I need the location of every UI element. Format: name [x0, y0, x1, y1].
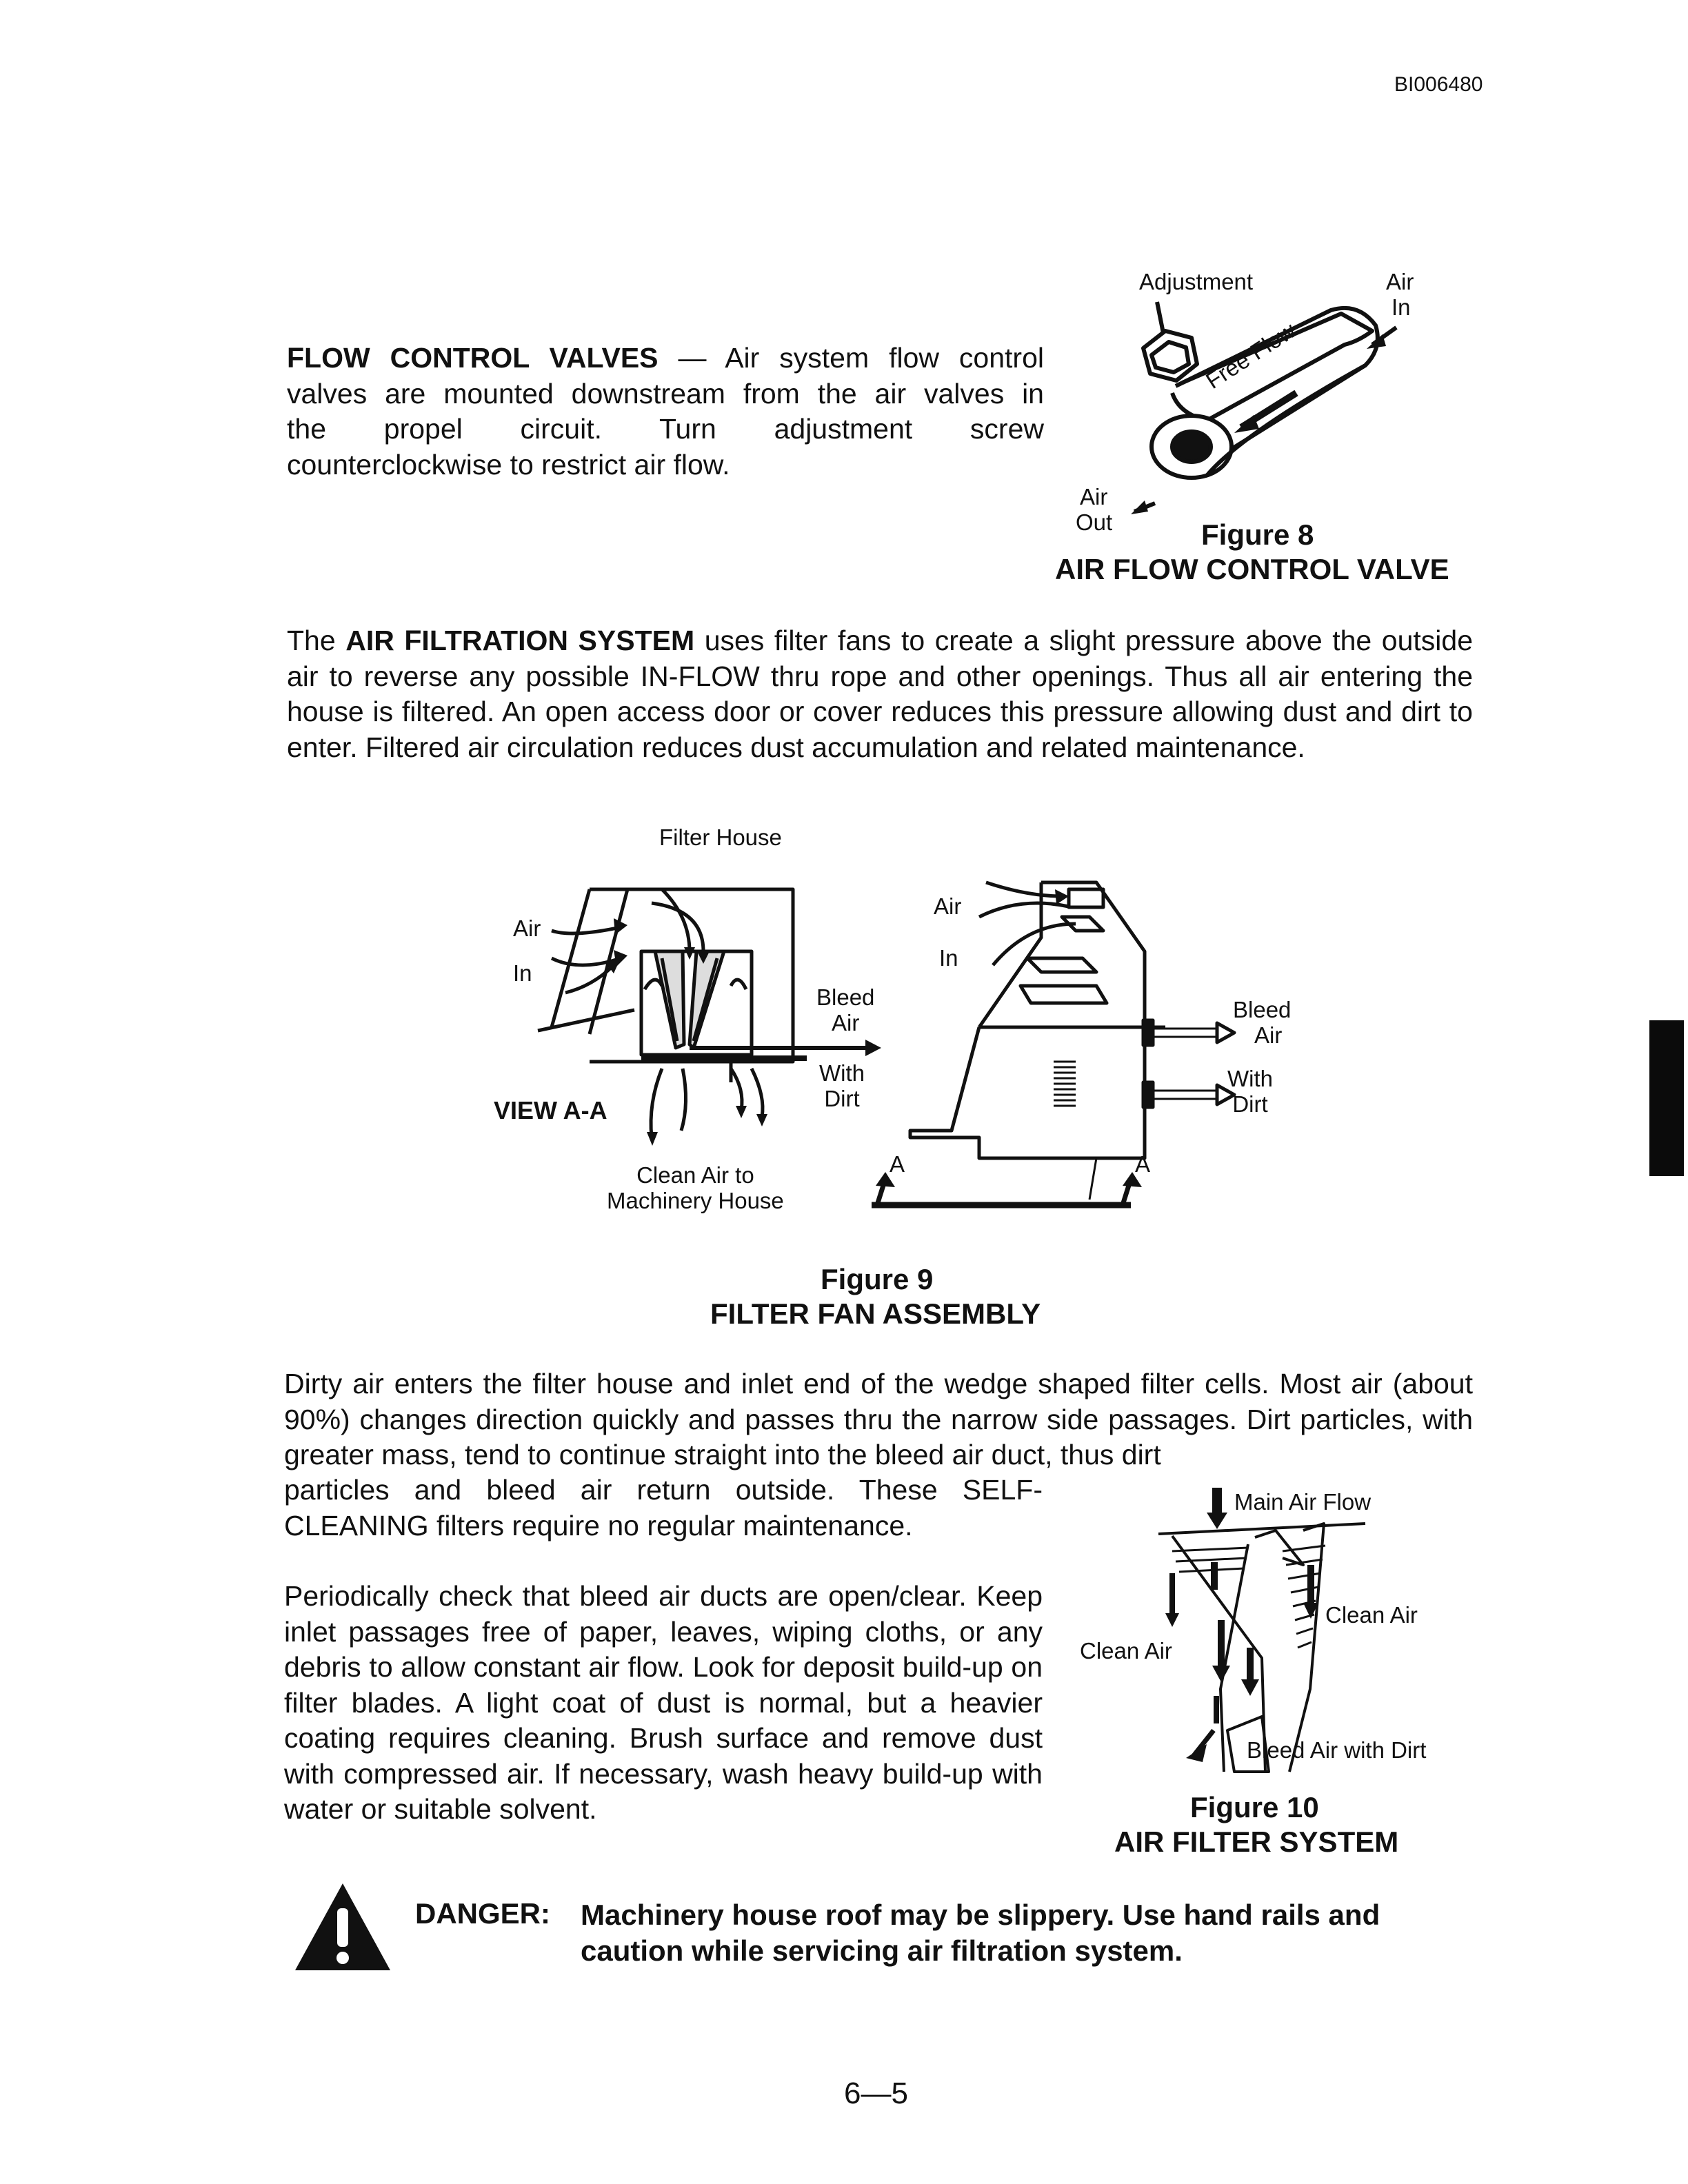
figure-8-title: AIR FLOW CONTROL VALVE	[1055, 553, 1449, 585]
flow-control-title: FLOW CONTROL VALVES	[287, 342, 659, 374]
fig9-section-a-right-label: A	[1135, 1151, 1151, 1177]
fig8-air-out-label: Air Out	[1076, 484, 1113, 535]
figure-8-number: Figure 8	[1201, 518, 1314, 551]
dirty-air-paragraph-wide: Dirty air enters the filter house and inlet end of the wedge shaped filter cells. Most air (about 90%) changes direction quickly and passes thru the narrow side passages. Dirt particles, with greater mass, tend to continue straight into the bleed air duct, thus dirt	[284, 1368, 1473, 1470]
air-filtration-paragraph: The AIR FILTRATION SYSTEM uses filter fans to create a slight pressure above the outside air to reverse any possible IN-FLOW thru rope and other openings. Thus all air entering the house is filtered. An open access door or cover reduces this pressure allowing dust and dirt to enter. Filtered air circulation reduces dust accumulation and related maintenance.	[287, 625, 1473, 763]
fig8-adjustment-label: Adjustment	[1139, 269, 1254, 294]
fig10-clean-air-right-label: Clean Air	[1325, 1602, 1418, 1628]
flow-control-line-3: the propel circuit. Turn adjustment screw	[287, 413, 1044, 445]
flow-control-paragraph	[287, 341, 1044, 483]
fig9-air-in-right-label: Air In	[934, 893, 962, 971]
figure-8-valve-drawing	[1069, 262, 1483, 538]
fig9-air-in-left-label: Air In	[513, 916, 541, 986]
air-filtration-title: AIR FILTRATION SYSTEM	[345, 625, 695, 656]
fig9-section-a-left-label: A	[890, 1151, 905, 1177]
danger-text: Machinery house roof may be slippery. Use hand rails and caution while servicing air filtration system.	[581, 1899, 1380, 1967]
flow-control-line-2: valves are mounted downstream from the air valves in	[287, 377, 1044, 410]
page-number: 6—5	[844, 2076, 908, 2110]
fig8-air-in-label: Air In	[1386, 269, 1414, 320]
danger-label: DANGER:	[415, 1897, 550, 1930]
fig10-clean-air-left-label: Clean Air	[1080, 1638, 1172, 1664]
fig9-bleed-air-right-label: Bleed Air	[1233, 997, 1292, 1048]
fig9-view-aa-label: VIEW A-A	[494, 1096, 607, 1124]
fig9-with-dirt-left-label: With Dirt	[819, 1060, 865, 1111]
fig10-main-air-flow-label: Main Air Flow	[1234, 1489, 1372, 1515]
figure-9-filter-house-drawing	[869, 855, 1241, 1220]
figure-10-title: AIR FILTER SYSTEM	[1114, 1826, 1399, 1858]
document-id: BI006480	[1394, 73, 1483, 96]
dirty-air-paragraph-narrow: particles and bleed air return outside. These SELF- CLEANING filters require no regular maintenance.	[284, 1474, 1043, 1541]
figure-10-number: Figure 10	[1190, 1791, 1319, 1823]
fig9-bleed-air-left-label: Bleed Air	[816, 984, 875, 1035]
fig9-filter-house-label: Filter House	[659, 825, 782, 850]
flow-control-line-1: FLOW CONTROL VALVES — Air system flow control	[287, 342, 1044, 374]
figure-9-title: FILTER FAN ASSEMBLY	[710, 1297, 1041, 1330]
fig8-free-flow-label: Free Flow	[1201, 317, 1300, 394]
warning-triangle-icon	[292, 1881, 393, 1973]
section-edge-tab	[1649, 1020, 1684, 1176]
fig9-with-dirt-right-label: With Dirt	[1227, 1066, 1273, 1117]
figure-9-number: Figure 9	[821, 1263, 934, 1295]
maintenance-paragraph: Periodically check that bleed air ducts are open/clear. Keep inlet passages free of paper, leaves, wiping cloths, or any debris to allow constant air flow. Look for deposit build-up on filter blades. A light coat of dust is normal, but a heavier coating requires cleaning. Brush surface and remove dust with compressed air. If necessary, wash heavy build-up with water or suitable solvent.	[284, 1580, 1043, 1825]
fig9-clean-air-label: Clean Air to Machinery House	[607, 1162, 784, 1213]
fig10-bleed-air-label: Bleed Air with Dirt	[1247, 1737, 1427, 1763]
flow-control-line-4: counterclockwise to restrict air flow.	[287, 448, 730, 481]
